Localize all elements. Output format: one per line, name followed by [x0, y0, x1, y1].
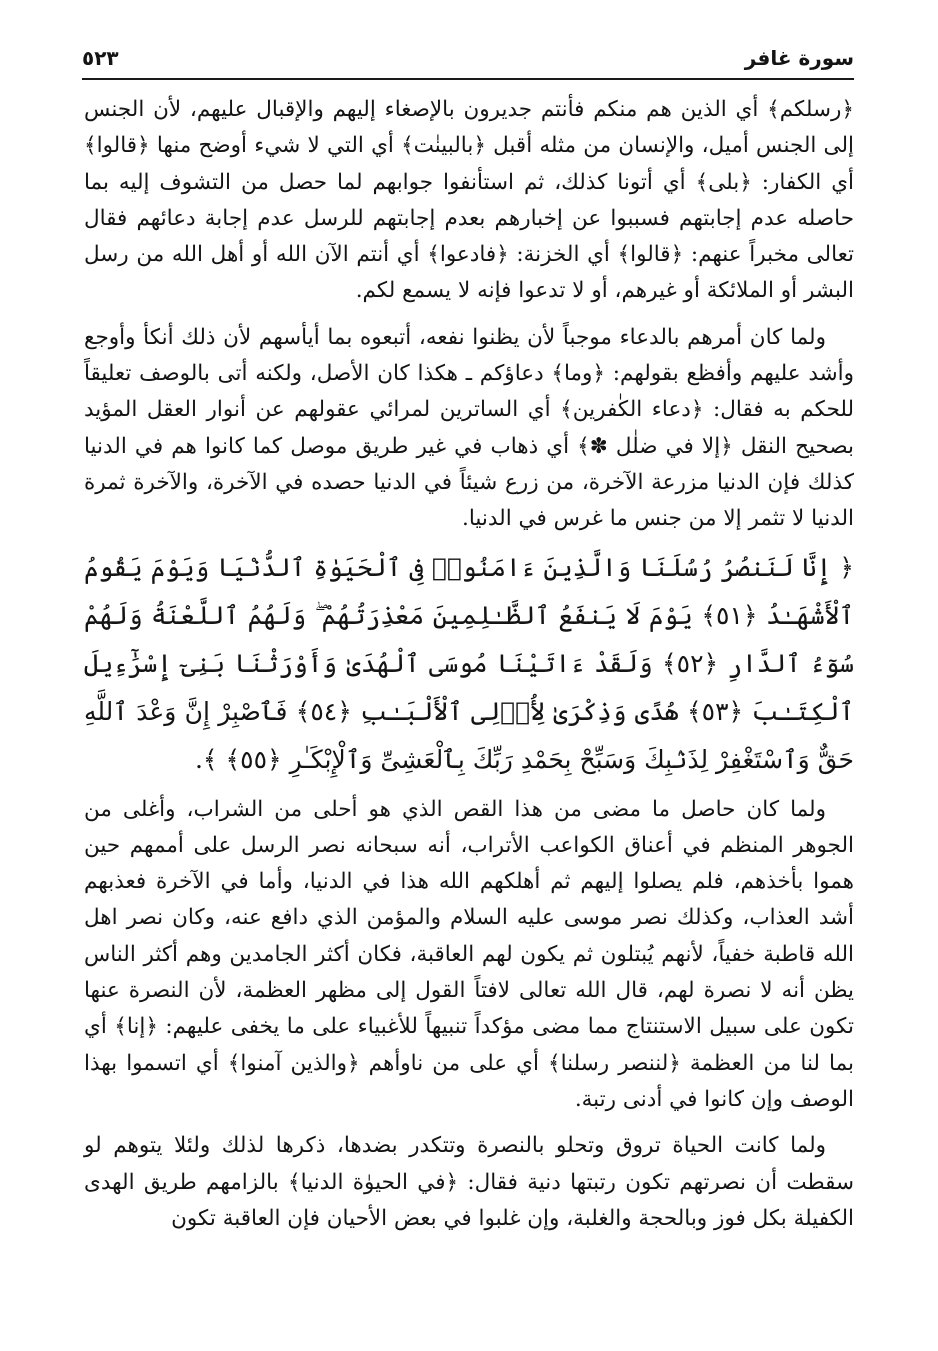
paragraph-1: ﴿رسلكم﴾ أي الذين هم منكم فأنتم جديرون بالإصغاء إليهم والإقبال عليهم، لأن الجنس إلى الجنس أميل، والإنسان من مثله أقبل ﴿بالبينٰت﴾ أي التي لا شيء أوضح منها ﴿قالوا﴾ أي الكفار: ﴿بلى﴾ أي أتونا كذلك، ثم استأنفوا جوابهم لما حصل من التشوف إليه بما حاصله عدم إجابتهم فسببوا عن إخبارهم بعدم إجابتهم للرسل عدم إجابة دعائهم فقال تعالى مخبراً عنهم: ﴿قالوا﴾ أي الخزنة: ﴿فادعوا﴾ أي أنتم الآن الله أو أهل الله من رسل البشر أو الملائكة أو غيرهم، أو لا تدعوا فإنه لا يسمع لكم.: [84, 97, 854, 304]
page-number: ٥٢٣: [82, 46, 119, 70]
paragraph-3: ولما كان حاصل ما مضى من هذا القص الذي هو أحلى من الشراب، وأغلى من الجوهر المنظم في أعناق الكواعب الأتراب، أنه سبحانه نصر الرسل على أممهم حين هموا بأخذهم، فلم يصلوا إليهم ثم أهلكهم الله هذا في الدنيا، وأما في الآخرة فعذبهم أشد العذاب، وكذلك نصر موسى عليه السلام والمؤمن الذي دافع عنه، وكان نصر اهل الله قاطبة خفياً، لأنهم يُبتلون ثم يكون لهم العاقبة، فكان أكثر الجامدين وهم أكثر الناس يظن أنه لا نصرة لهم، قال الله تعالى لافتاً القول إلى مظهر العظمة، لأن النصرة عنها تكون على سبيل الاستنتاج مما مضى مؤكداً تنبيهاً للأغبياء على ما يخفى عليهم: ﴿إنا﴾ أي بما لنا من العظمة ﴿لننصر رسلنا﴾ أي على من ناوأهم ﴿والذين آمنوا﴾ أي اتسموا بهذا الوصف وإن كانوا في أدنى رتبة.: [84, 796, 854, 1112]
surah-name: سورة غافر: [744, 46, 854, 70]
paragraph-4: ولما كانت الحياة تروق وتحلو بالنصرة وتتكدر بضدها، ذكرها لذلك ولئلا يتوهم لو سقطت أن نصرتهم تكون رتبتها دنية فقال: ﴿في الحيوٰة الدنيا﴾ بالزامهم طريق الهدى الكفيلة بكل فوز وبالحجة والغلبة، وإن غلبوا في بعض الأحيان فإن العاقبة تكون: [84, 1133, 854, 1231]
page-header: [82, 44, 854, 80]
paragraph-2: ولما كان أمرهم بالدعاء موجباً لأن يظنوا نفعه، أتبعوه بما أيأسهم لأن ذلك أنكأ وأوجع وأشد عليهم وأفظع بقولهم: ﴿وما﴾ دعاؤكم ـ هكذا كان الأصل، ولكنه أتى بالوصف تعليقاً للحكم به فقال: ﴿دعاء الكٰفرين﴾ أي الساترين لمرائي عقولهم عن أنوار العقل المؤيد بصحيح النقل ﴿إلا في ضلٰل ✽﴾ أي ذهاب في غير طريق موصل كما كانوا هم في الدنيا كذلك فإن الدنيا مزرعة الآخرة، من زرع شيئاً في الدنيا حصده في الآخرة، والآخرة ثمرة الدنيا لا تثمر إلا من جنس ما غرس في الدنيا.: [84, 324, 854, 532]
body-text: [84, 92, 854, 1237]
quran-verse-block: ﴿ إِنَّا لَنَنصُرُ رُسُلَنَا وَالَّذِينَ ءَامَنُوا۟ فِى ٱلْحَيَوٰةِ ٱلدُّنْيَا وَيَوْمَ يَقُومُ ٱلْأَشْهَـٰدُ ﴿٥١﴾ يَوْمَ لَا يَنفَعُ ٱلظَّـٰلِمِينَ مَعْذِرَتُهُمْ ۖ وَلَهُمُ ٱللَّعْنَةُ وَلَهُمْ سُوٓءُ ٱلدَّارِ ﴿٥٢﴾ وَلَقَدْ ءَاتَيْنَا مُوسَى ٱلْهُدَىٰ وَأَوْرَثْنَا بَنِىٓ إِسْرَٰٓءِيلَ ٱلْكِتَـٰبَ ﴿٥٣﴾ هُدًى وَذِكْرَىٰ لِأُو۟لِى ٱلْأَلْبَـٰبِ ﴿٥٤﴾ فَٱصْبِرْ إِنَّ وَعْدَ ٱللَّهِ حَقٌّ وَٱسْتَغْفِرْ لِذَنۢبِكَ وَسَبِّحْ بِحَمْدِ رَبِّكَ بِٱلْعَشِىِّ وَٱلْإِبْكَـٰرِ ﴿٥٥﴾ ﴾.: [84, 552, 854, 774]
